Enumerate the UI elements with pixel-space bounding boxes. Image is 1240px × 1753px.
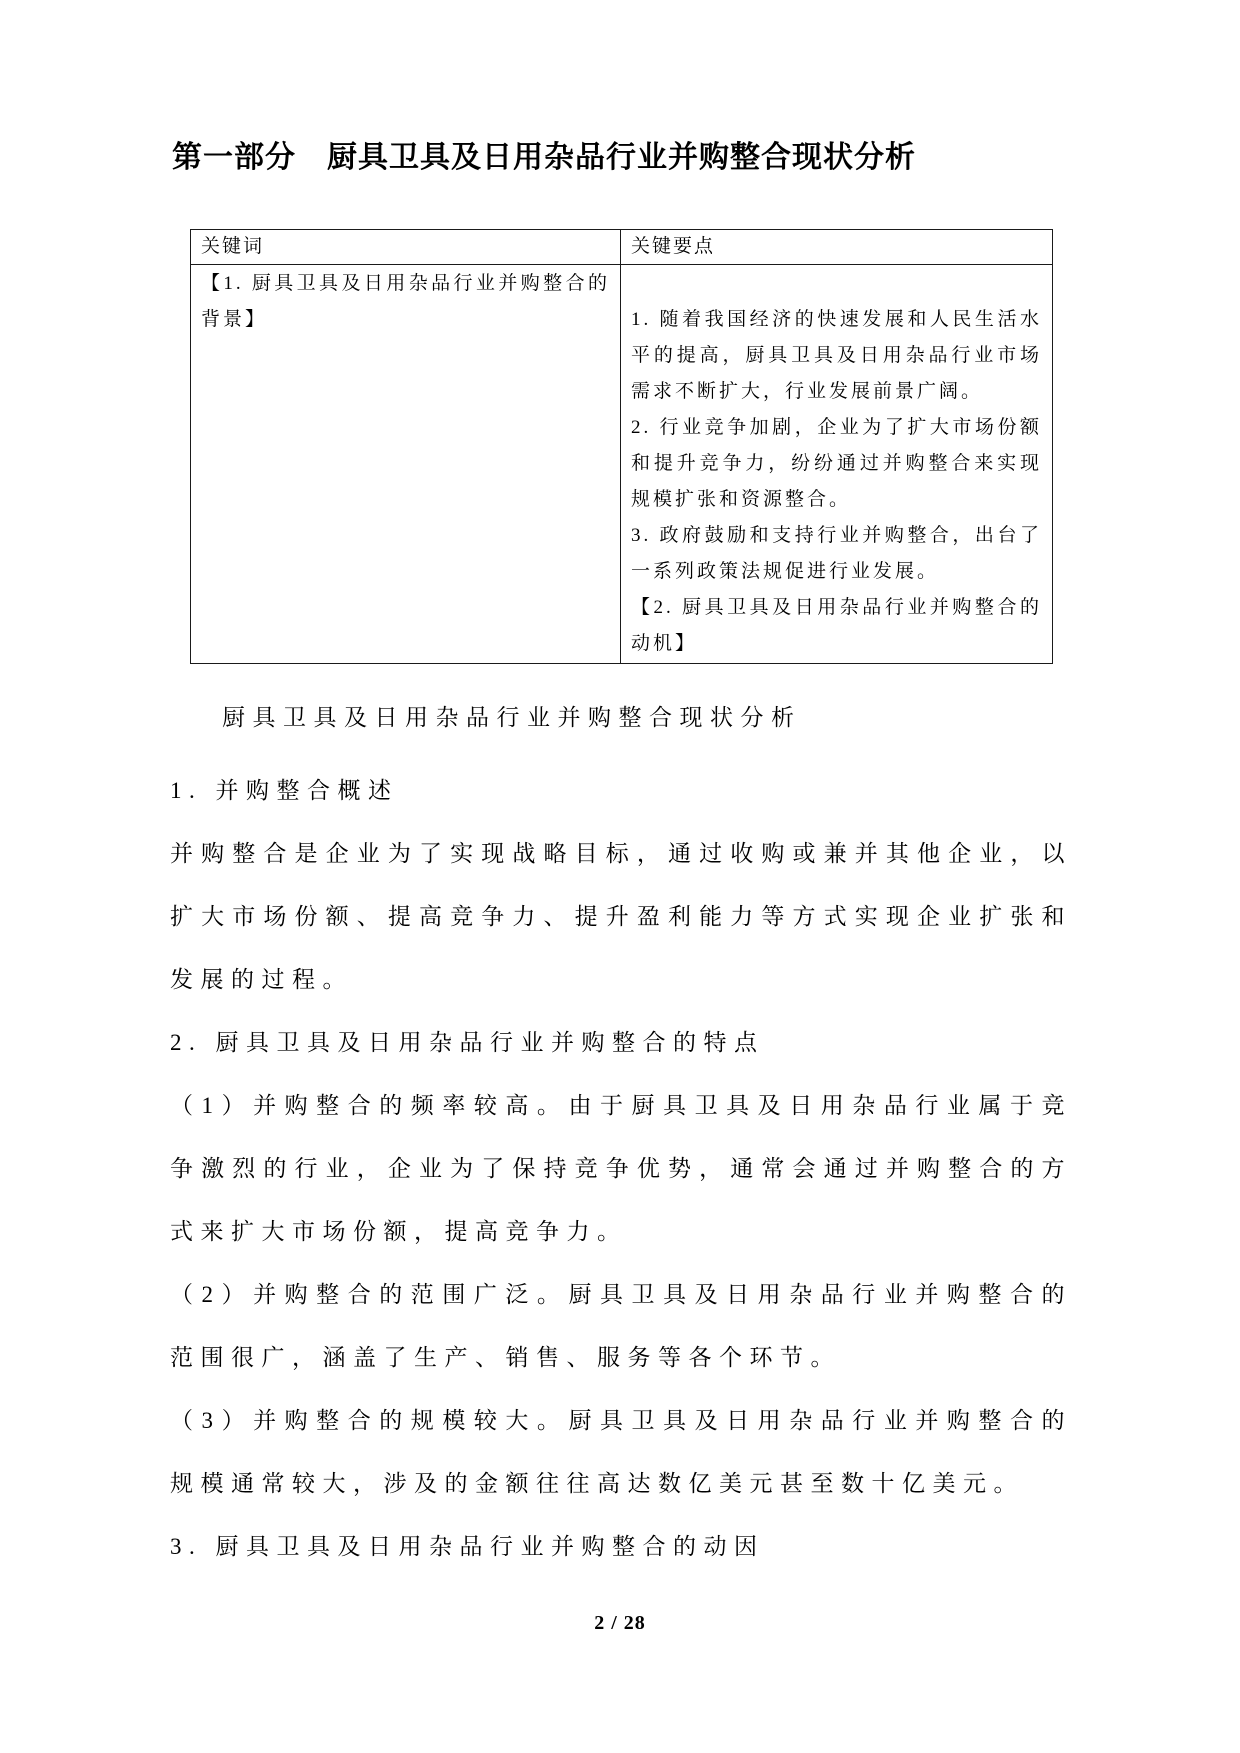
paragraph-feature-3: （3）并购整合的规模较大。厨具卫具及日用杂品行业并购整合的规模通常较大，涉及的金额往往高达数亿美元甚至数十亿美元。 <box>170 1408 1072 1496</box>
keyword-cell <box>191 265 621 664</box>
key-point-3: 3. 政府鼓励和支持行业并购整合，出台了一系列政策法规促进行业发展。 <box>631 525 1042 582</box>
blank-line <box>631 266 1042 302</box>
paragraph-section-2: 2. 厨具卫具及日用杂品行业并购整合的特点 <box>170 1030 765 1055</box>
key-points-table <box>190 229 1053 664</box>
table-header-row <box>191 230 1053 265</box>
keyword-text: 【1. 厨具卫具及日用杂品行业并购整合的背景】 <box>201 273 610 330</box>
paragraph-section-1: 1. 并购整合概述 <box>170 778 399 803</box>
paragraph-feature-2: （2）并购整合的范围广泛。厨具卫具及日用杂品行业并购整合的范围很广，涵盖了生产、销售、服务等各个环节。 <box>170 1282 1072 1370</box>
key-point-4: 【2. 厨具卫具及日用杂品行业并购整合的动机】 <box>631 597 1042 654</box>
table-header-keypoints: 关键要点 <box>621 230 1053 265</box>
paragraph-section-3: 3. 厨具卫具及日用杂品行业并购整合的动因 <box>170 1534 765 1559</box>
paragraph-overview: 并购整合是企业为了实现战略目标，通过收购或兼并其他企业，以扩大市场份额、提高竞争力、提升盈利能力等方式实现企业扩张和发展的过程。 <box>170 841 1072 992</box>
document-body <box>170 686 1072 1578</box>
key-point-1: 1. 随着我国经济的快速发展和人民生活水平的提高，厨具卫具及日用杂品行业市场需求不断扩大，行业发展前景广阔。 <box>631 309 1042 402</box>
paragraph-subtitle: 厨具卫具及日用杂品行业并购整合现状分析 <box>222 705 802 730</box>
table-row <box>191 265 1053 664</box>
key-point-2: 2. 行业竞争加剧，企业为了扩大市场份额和提升竞争力，纷纷通过并购整合来实现规模扩张和资源整合。 <box>631 417 1042 510</box>
table-header-keyword: 关键词 <box>191 230 621 265</box>
paragraph-feature-1: （1）并购整合的频率较高。由于厨具卫具及日用杂品行业属于竞争激烈的行业，企业为了保持竞争优势，通常会通过并购整合的方式来扩大市场份额，提高竞争力。 <box>170 1093 1072 1244</box>
section-heading: 第一部分 厨具卫具及日用杂品行业并购整合现状分析 <box>172 141 916 174</box>
page-number: 2 / 28 <box>594 1612 646 1634</box>
keypoints-cell <box>621 265 1053 664</box>
